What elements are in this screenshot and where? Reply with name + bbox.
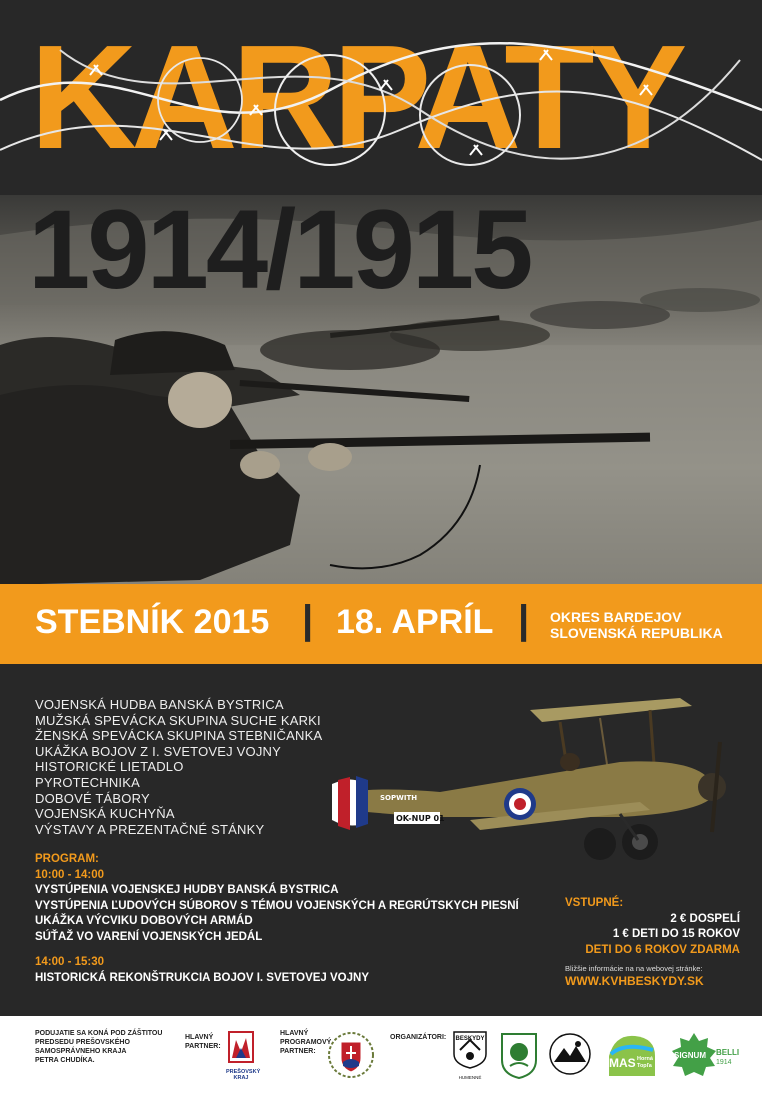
makovica-name: MAKOVICA bbox=[556, 1062, 584, 1068]
signum-belli-logo bbox=[670, 1032, 740, 1080]
activity-item: DOBOVÉ TÁBORY bbox=[35, 790, 150, 806]
program-partner-line: HLAVNÝ bbox=[280, 1030, 309, 1037]
mas-subtitle-line: Topľa bbox=[637, 1063, 652, 1069]
activity-item: ŽENSKÁ SPEVÁCKA SKUPINA STEBNIČANKA bbox=[35, 728, 323, 744]
program-partner-label bbox=[280, 1029, 331, 1056]
program-time: 10:00 - 14:00 bbox=[35, 868, 105, 881]
presov-emblem-icon bbox=[226, 1030, 256, 1064]
patronage-line: PETRA CHUDÍKA. bbox=[35, 1057, 95, 1064]
entry-label: VSTUPNÉ: bbox=[565, 897, 624, 909]
event-place: STEBNÍK 2015 bbox=[35, 603, 270, 641]
program-time: 14:00 - 15:30 bbox=[35, 956, 105, 968]
beskydy-subtitle: HUMENNÉ bbox=[458, 1075, 482, 1080]
makovica-logo bbox=[548, 1032, 592, 1082]
program-partner-line: PARTNER: bbox=[280, 1048, 316, 1055]
website-link[interactable]: WWW.KVHBESKYDY.SK bbox=[565, 974, 704, 988]
activity-item: UKÁŽKA BOJOV Z I. SVETOVEJ VOJNY bbox=[35, 743, 281, 759]
patronage-line: PODUJATIE SA KONÁ POD ZÁŠTITOU bbox=[35, 1030, 163, 1037]
years-headline: 1914/1915 bbox=[28, 187, 531, 312]
program-item: VYSTÚPENIA ĽUDOVÝCH SÚBOROV S TÉMOU VOJENSKÝCH A REGRÚTSKYCH PIESNÍ bbox=[35, 899, 519, 912]
mas-horna-topla-logo bbox=[605, 1032, 659, 1080]
program-item: HISTORICKÁ REKONŠTRUKCIA BOJOV I. SVETOVEJ VOJNY bbox=[35, 971, 369, 984]
presov-logo-line: KRAJ bbox=[233, 1075, 249, 1081]
mas-subtitle bbox=[637, 1056, 653, 1070]
entry-adults: 2 € DOSPELÍ bbox=[670, 912, 740, 925]
program-item: SÚŤAŽ VO VARENÍ VOJENSKÝCH JEDÁL bbox=[35, 930, 263, 943]
patronage-line: SAMOSPRÁVNEHO KRAJA bbox=[35, 1048, 127, 1055]
program-label: PROGRAM: bbox=[35, 853, 99, 865]
event-date: 18. APRÍL bbox=[336, 603, 494, 641]
presov-region-logo bbox=[226, 1030, 261, 1082]
entry-fee-section bbox=[565, 896, 740, 990]
army-emblem-icon bbox=[327, 1030, 375, 1080]
activities-list bbox=[35, 697, 322, 837]
biplane-image bbox=[320, 692, 740, 872]
activity-item: PYROTECHNIKA bbox=[35, 774, 140, 790]
organizers-label: ORGANIZÁTORI: bbox=[390, 1034, 447, 1041]
main-partner-line: HLAVNÝ bbox=[185, 1034, 214, 1041]
activity-item: MUŽSKÁ SPEVÁCKA SKUPINA SUCHE KARKI bbox=[35, 712, 321, 728]
plane-fuselage-text: SOPWITH bbox=[380, 794, 418, 802]
region-line: OKRES BARDEJOV bbox=[550, 609, 682, 625]
signum-name: SIGNUM bbox=[674, 1051, 706, 1060]
activity-item: VÝSTAVY A PREZENTAČNÉ STÁNKY bbox=[35, 821, 265, 837]
barbed-wire-decoration bbox=[0, 15, 762, 200]
program-item: VYSTÚPENIA VOJENSKEJ HUDBY BANSKÁ BYSTRICA bbox=[35, 884, 339, 896]
entry-children: 1 € DETI DO 15 ROKOV bbox=[612, 928, 740, 940]
band-separator: | bbox=[518, 598, 530, 642]
activity-item: VOJENSKÁ KUCHYŇA bbox=[35, 806, 175, 822]
mas-subtitle-line: Horná bbox=[637, 1056, 653, 1062]
activity-item: HISTORICKÉ LIETADLO bbox=[35, 759, 184, 775]
beskydy-logo bbox=[450, 1030, 490, 1080]
main-partner-line: PARTNER: bbox=[185, 1043, 221, 1050]
presov-logo-line: PREŠOVSKÝ bbox=[226, 1069, 261, 1075]
plane-registration: OK-NUP 01 bbox=[396, 814, 445, 823]
event-region bbox=[550, 609, 723, 641]
activity-item: VOJENSKÁ HUDBA BANSKÁ BYSTRICA bbox=[35, 697, 284, 712]
belli-name: BELLI bbox=[716, 1048, 740, 1057]
beskydy-name: BESKYDY bbox=[455, 1036, 485, 1042]
band-separator: | bbox=[302, 598, 314, 642]
presov-logo-text bbox=[226, 1069, 261, 1081]
patronage-line: PREDSEDU PREŠOVSKÉHO bbox=[35, 1039, 130, 1046]
title-karpaty: KARPATY bbox=[30, 15, 682, 180]
program-item: UKÁŽKA VÝCVIKU DOBOVÝCH ARMÁD bbox=[35, 915, 253, 927]
makovica-round-icon bbox=[548, 1032, 592, 1076]
mas-name: MAS bbox=[609, 1056, 636, 1070]
program-section bbox=[35, 852, 519, 986]
region-line: SLOVENSKÁ REPUBLIKA bbox=[550, 625, 723, 641]
belli-year: 1914 bbox=[716, 1059, 732, 1066]
main-partner-label bbox=[185, 1033, 221, 1051]
program-partner-line: PROGRAMOVÝ bbox=[280, 1039, 332, 1046]
entry-free: DETI DO 6 ROKOV ZDARMA bbox=[585, 943, 740, 956]
entry-info-text: Bližšie informácie na na webovej stránke: bbox=[565, 964, 703, 973]
village-emblem-icon bbox=[498, 1032, 540, 1080]
program-spacer bbox=[35, 945, 519, 955]
patronage-text bbox=[35, 1029, 162, 1065]
